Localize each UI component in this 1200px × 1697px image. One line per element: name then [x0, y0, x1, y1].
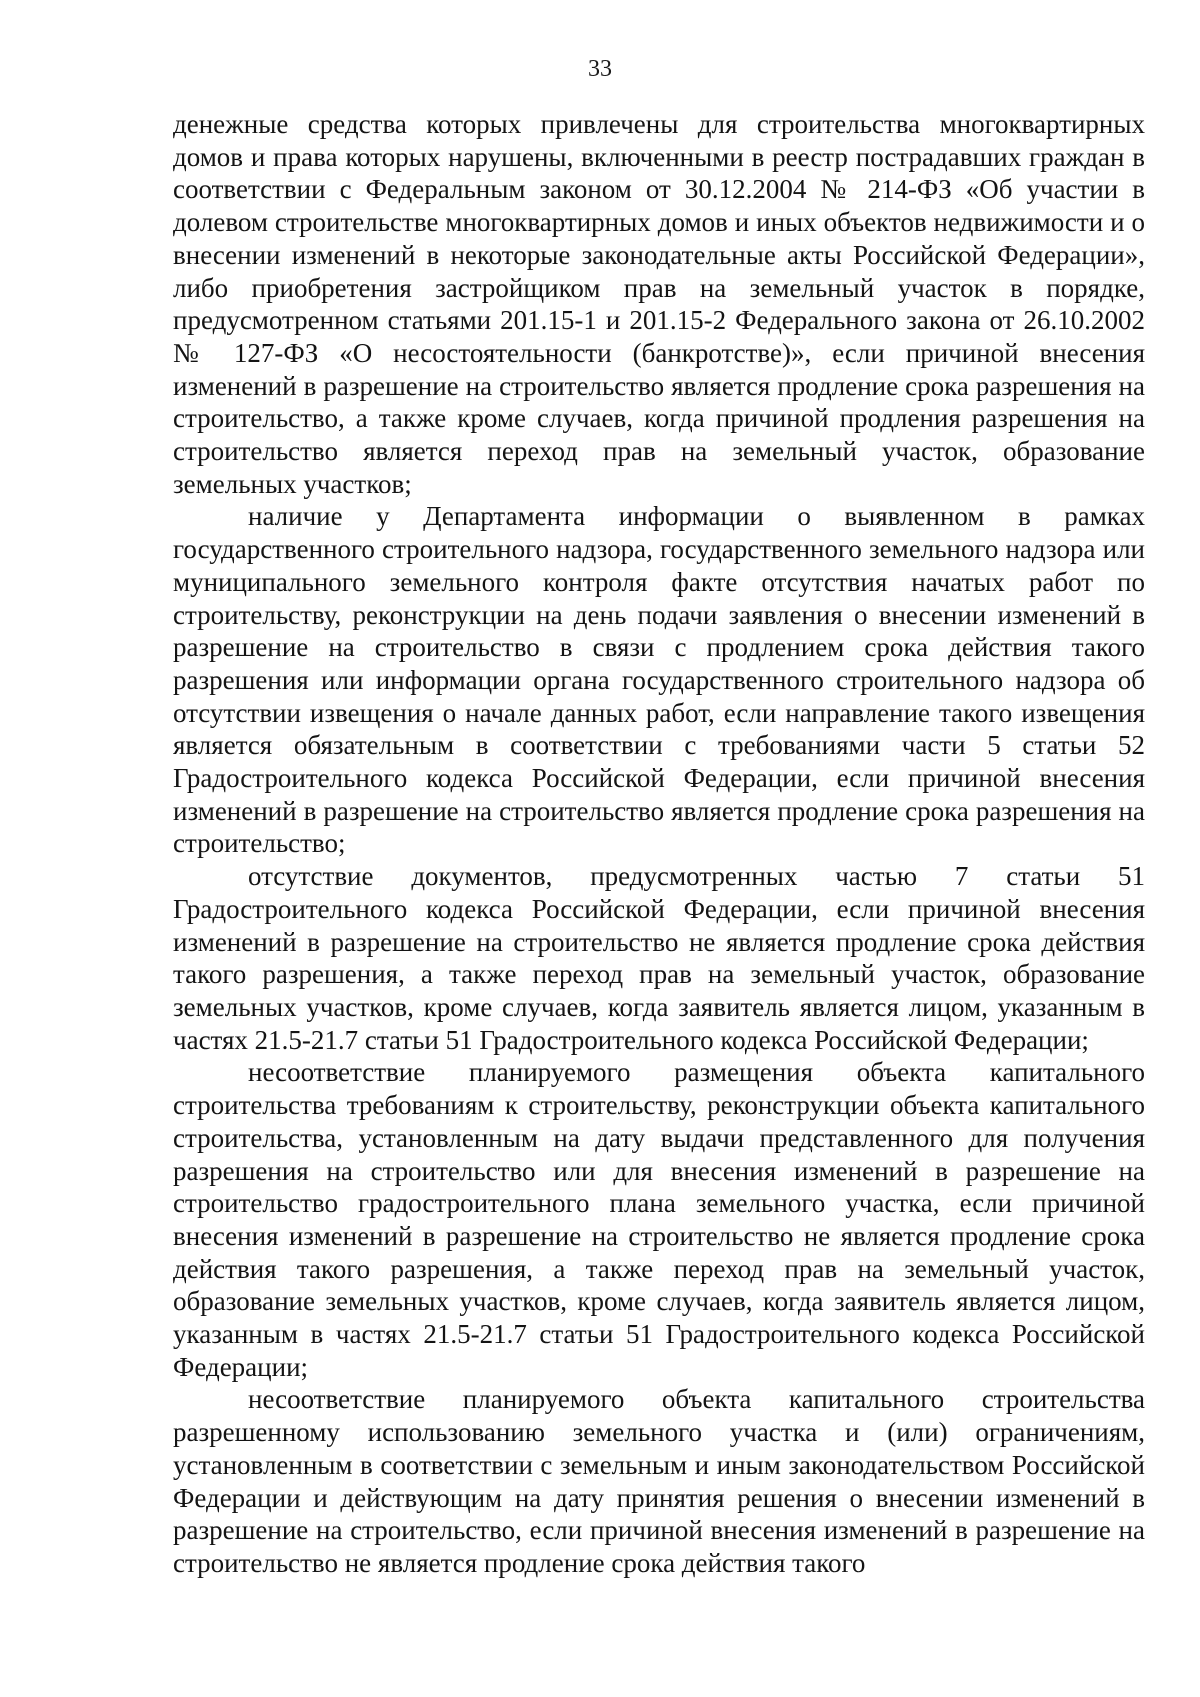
- body-text: [173, 108, 1145, 1580]
- paragraph-5: несоответствие планируемого объекта капитального строительства разрешенному использованию земельного участка и (или) ограничениям, установленным в соответствии с земельным и иным законодательством Российской Федерации и действующим на дату принятия решения о внесении изменений в разрешение на строительство, если причиной внесения изменений в разрешение на строительство не является продление срока действия такого: [173, 1384, 1145, 1578]
- paragraph-4: несоответствие планируемого размещения объекта капитального строительства требованиям к строительству, реконструкции объекта капитального строительства, установленным на дату выдачи представленного для получения разрешения на строительство или для внесения изменений в разрешение на строительство градостроительного плана земельного участка, если причиной внесения изменений в разрешение на строительство не является продление срока действия такого разрешения, а также переход прав на земельный участок, образование земельных участков, кроме случаев, когда заявитель является лицом, указанным в частях 21.5-21.7 статьи 51 Градостроительного кодекса Российской Федерации;: [173, 1057, 1145, 1382]
- paragraph-1: денежные средства которых привлечены для строительства многоквартирных домов и права которых нарушены, включенными в реестр пострадавших граждан в соответствии с Федеральным законом от 30.12.2004 № 214-ФЗ «Об участии в долевом строительстве многоквартирных домов и иных объектов недвижимости и о внесении изменений в некоторые законодательные акты Российской Федерации», либо приобретения застройщиком прав на земельный участок в порядке, предусмотренном статьями 201.15-1 и 201.15-2 Федерального закона от 26.10.2002 № 127-ФЗ «О несостоятельности (банкротстве)», если причиной внесения изменений в разрешение на строительство является продление срока разрешения на строительство, а также кроме случаев, когда причиной продления разрешения на строительство является переход прав на земельный участок, образование земельных участков;: [173, 109, 1145, 499]
- paragraph-2: наличие у Департамента информации о выявленном в рамках государственного строительного надзора, государственного земельного надзора или муниципального земельного контроля факте отсутствия начатых работ по строительству, реконструкции на день подачи заявления о внесении изменений в разрешение на строительство в связи с продлением срока действия такого разрешения или информации органа государственного строительного надзора об отсутствии извещения о начале данных работ, если направление такого извещения является обязательным в соответствии с требованиями части 5 статьи 52 Градостроительного кодекса Российской Федерации, если причиной внесения изменений в разрешение на строительство является продление срока разрешения на строительство;: [173, 501, 1145, 859]
- paragraph-3: отсутствие документов, предусмотренных частью 7 статьи 51 Градостроительного кодекса Российской Федерации, если причиной внесения изменений в разрешение на строительство не является продление срока действия такого разрешения, а также переход прав на земельный участок, образование земельных участков, кроме случаев, когда заявитель является лицом, указанным в частях 21.5-21.7 статьи 51 Градостроительного кодекса Российской Федерации;: [173, 861, 1145, 1055]
- page-number: 33: [588, 56, 612, 82]
